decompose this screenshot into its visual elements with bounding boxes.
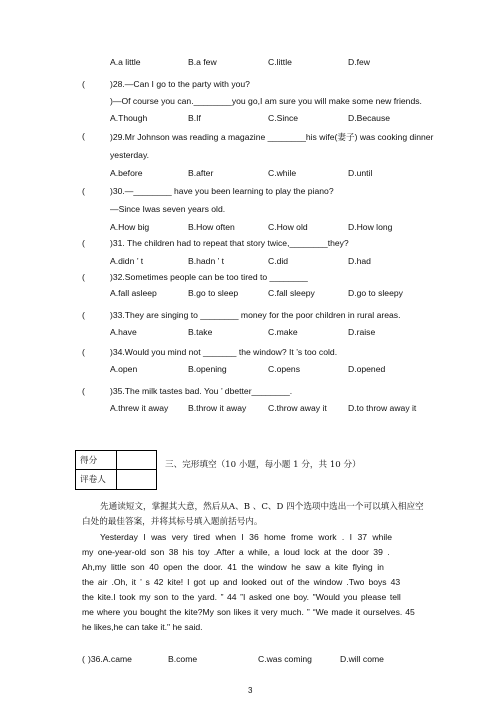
q29-option-c: C.while bbox=[268, 168, 297, 178]
score-table bbox=[75, 450, 157, 490]
q36-option-c: C.was coming bbox=[258, 654, 312, 664]
answer-paren-34[interactable]: ( bbox=[82, 347, 85, 357]
q29-line2: yesterday. bbox=[110, 150, 150, 160]
answer-paren-36[interactable]: ( bbox=[82, 654, 85, 664]
q30-stem: )30.—________ have you been learning to play the piano? bbox=[110, 186, 334, 196]
q34-option-a: A.open bbox=[110, 364, 138, 374]
answer-paren-28[interactable]: ( bbox=[82, 79, 85, 89]
q31-option-a: A.didn ’ t bbox=[110, 256, 144, 266]
q27-option-b: B.a few bbox=[188, 57, 217, 67]
q33-stem: )33.They are singing to ________ money for the poor children in rural areas. bbox=[110, 310, 401, 320]
q36-option-b: B.come bbox=[168, 654, 198, 664]
passage-line: my one-year-old son 38 his toy .After a while, a loud lock at the door 39 . bbox=[82, 547, 390, 557]
answer-paren-33[interactable]: ( bbox=[82, 310, 85, 320]
q35-option-d: D.to throw away it bbox=[348, 403, 417, 413]
q35-stem: )35.The milk tastes bad. You ’ dbetter________. bbox=[110, 386, 293, 396]
q30-option-b: B.How often bbox=[188, 222, 235, 232]
passage-line: Yesterday I was very tired when I 36 home frome work . I 37 while bbox=[100, 532, 392, 542]
q31-option-b: B.hadn ’ t bbox=[188, 256, 224, 266]
section-title: 三、完形填空（10 小题，每小题 1 分，共 10 分） bbox=[165, 460, 361, 470]
q32-option-d: D.go to sleepy bbox=[348, 288, 403, 298]
q28-option-a: A.Though bbox=[110, 113, 148, 123]
q28-stem: )28.—Can I go to the party with you? bbox=[110, 79, 250, 89]
passage-line: me where you bought the kite?My son likes it very much. ” “We made it ourselves. 45 bbox=[82, 607, 415, 617]
q34-option-c: C.opens bbox=[268, 364, 301, 374]
passage-line: the air .Oh, it ’ s 42 kite! I got up and looked out of the window .Two boys 43 bbox=[82, 577, 401, 587]
passage-line: the kite.I took my son to the yard. ” 44 ”I asked one boy. "Would you please tell bbox=[82, 592, 401, 602]
answer-paren-35[interactable]: ( bbox=[82, 386, 85, 396]
q32-option-a: A.fall asleep bbox=[110, 288, 157, 298]
q33-option-a: A.have bbox=[110, 327, 137, 337]
q34-stem: )34.Would you mind not _______ the window? It ’s too cold. bbox=[110, 347, 338, 357]
q29-option-d: D.until bbox=[348, 168, 373, 178]
page-number: 3 bbox=[248, 686, 253, 695]
q35-option-c: C.throw away it bbox=[268, 403, 327, 413]
q32-option-c: C.fall sleepy bbox=[268, 288, 315, 298]
answer-paren-31[interactable]: ( bbox=[82, 238, 85, 248]
q30-option-d: D.How long bbox=[348, 222, 393, 232]
q34-option-d: D.opened bbox=[348, 364, 386, 374]
q30-option-c: C.How old bbox=[268, 222, 308, 232]
q33-option-d: D.raise bbox=[348, 327, 376, 337]
score-table-column-divider bbox=[116, 451, 117, 489]
q32-stem: )32.Sometimes people can be too tired to ________ bbox=[110, 272, 308, 282]
passage-line: he likes,he can take it." he said. bbox=[82, 622, 203, 632]
q31-option-d: D.had bbox=[348, 256, 371, 266]
q29-option-a: A.before bbox=[110, 168, 143, 178]
q28-line2: )—Of course you can.________you go,I am sure you will make some new friends. bbox=[110, 96, 422, 106]
grader-label: 评卷人 bbox=[80, 475, 106, 485]
q28-option-c: C.Since bbox=[268, 113, 299, 123]
answer-paren-32[interactable]: ( bbox=[82, 272, 85, 282]
instructions-line1: 先通读短文，掌握其大意，然后从A、B 、C、D 四个选项中选出一个可以填入相应空 bbox=[100, 502, 424, 512]
q29-option-b: B.after bbox=[188, 168, 214, 178]
q33-option-c: C.make bbox=[268, 327, 298, 337]
q29-stem: )29.Mr Johnson was reading a magazine ________his wife(妻子) was cooking dinner bbox=[110, 132, 434, 142]
q35-option-b: B.throw it away bbox=[188, 403, 247, 413]
score-label: 得分 bbox=[80, 456, 98, 466]
q32-option-b: B.go to sleep bbox=[188, 288, 239, 298]
q31-option-c: C.did bbox=[268, 256, 289, 266]
q27-option-c: C.little bbox=[268, 57, 292, 67]
q27-option-a: A.a little bbox=[110, 57, 141, 67]
answer-paren-29[interactable]: ( bbox=[82, 131, 85, 141]
q30-option-a: A.How big bbox=[110, 222, 150, 232]
q30-line2: —Since Iwas seven years old. bbox=[110, 204, 226, 214]
q31-stem: )31. The children had to repeat that story twice,________they? bbox=[110, 238, 349, 248]
answer-paren-30[interactable]: ( bbox=[82, 186, 85, 196]
q27-option-d: D.few bbox=[348, 57, 370, 67]
q36-option-a: )36.A.came bbox=[88, 654, 132, 664]
q36-option-d: D.will come bbox=[340, 654, 384, 664]
q28-option-d: D.Because bbox=[348, 113, 391, 123]
passage-line: Ah,my little son 40 open the door. 41 the window he saw a kite flying in bbox=[82, 562, 384, 572]
q28-option-b: B.If bbox=[188, 113, 201, 123]
q35-option-a: A.threw it away bbox=[110, 403, 169, 413]
instructions-line2: 白处的最佳答案，并将其标号填入题前括号内。 bbox=[82, 517, 263, 527]
q34-option-b: B.opening bbox=[188, 364, 227, 374]
q33-option-b: B.take bbox=[188, 327, 213, 337]
